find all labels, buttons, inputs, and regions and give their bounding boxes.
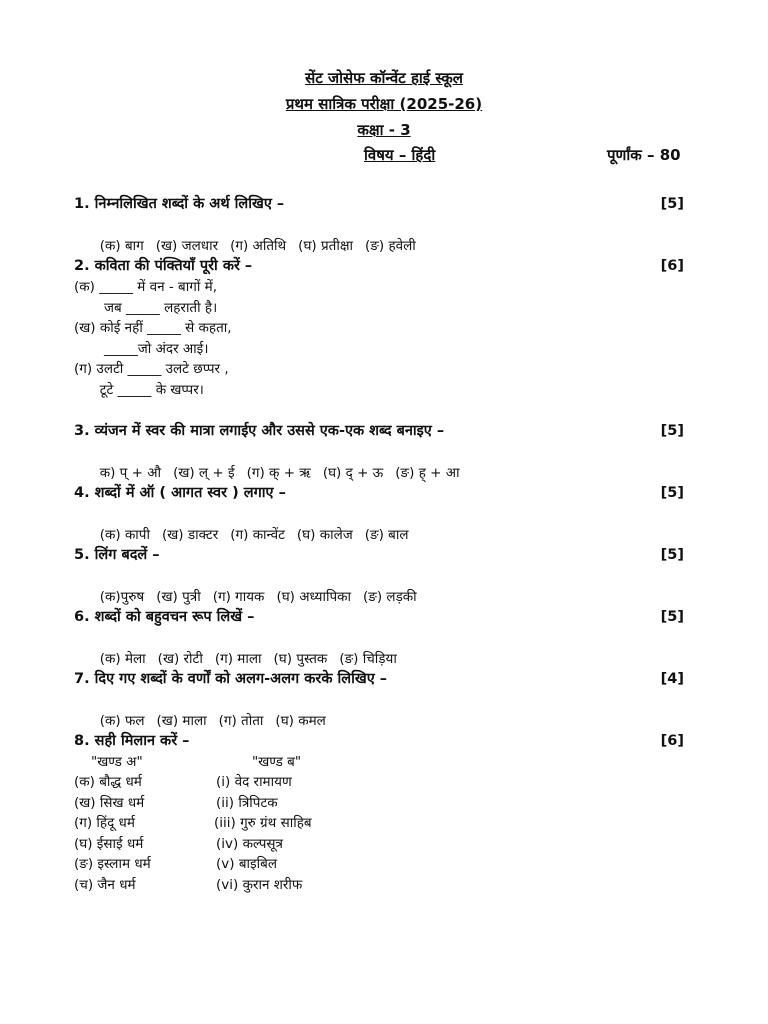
column-b-heading: "खण्ड ब": [252, 754, 302, 770]
match-row: [74, 772, 694, 793]
options-line: [74, 504, 694, 543]
match-row: [74, 834, 694, 855]
match-header: [74, 752, 694, 772]
option: (घ) प्रतीक्षा: [298, 237, 354, 254]
option: (घ) कालेज: [296, 526, 353, 543]
poem-line: जब _____ लहराती है।: [74, 299, 218, 316]
option: (क) मेला: [99, 650, 146, 667]
poem-line: (ख) कोई नहीं _____ से कहता,: [74, 320, 232, 337]
option: (क) कापी: [99, 526, 150, 543]
question-marks: [6]: [660, 733, 684, 749]
match-row: [74, 875, 694, 896]
subject-label: विषय – हिंदी: [364, 146, 436, 164]
match-row: [74, 854, 694, 875]
options-line: [74, 215, 694, 254]
option: (ग) क् + ऋ: [246, 464, 311, 481]
option: क) प् + औ: [99, 464, 162, 481]
option: (ग) अतिथि: [230, 237, 287, 254]
question-1: [74, 193, 694, 254]
match-item-a: (ङ) इस्लाम धर्म: [74, 856, 151, 873]
option: (घ) कमल: [275, 712, 326, 729]
question-title: 6. शब्दों को बहुवचन रूप लिखें –: [74, 609, 255, 625]
poem-line: _____जो अंदर आई।: [74, 340, 209, 357]
option: (ङ) लड़की: [363, 588, 417, 605]
option: (ग) माला: [214, 650, 262, 667]
option: (ख) पुत्री: [156, 588, 201, 605]
option: (ख) जलधार: [155, 237, 219, 254]
question-marks: [5]: [660, 423, 684, 439]
option: (ख) डाक्टर: [161, 526, 219, 543]
option: (ख) रोटी: [157, 650, 203, 667]
question-marks: [4]: [660, 671, 684, 687]
poem-line: (ग) उलटी _____ उलटे छप्पर ,: [74, 361, 229, 378]
match-item-a: (च) जैन धर्म: [74, 876, 136, 893]
option: (ङ) ह् + आ: [395, 464, 460, 481]
question-title: 7. दिए गए शब्दों के वर्णों को अलग-अलग करके लिखिए –: [74, 671, 388, 687]
option: (घ) अध्यापिका: [276, 588, 351, 605]
question-marks: [5]: [660, 196, 684, 212]
match-item-b: (vi) कुरान शरीफ: [216, 876, 303, 893]
option: (घ) पुस्तक: [273, 650, 328, 667]
question-marks: [6]: [660, 258, 684, 274]
options-line: [74, 442, 694, 481]
question-title: 8. सही मिलान करें –: [74, 733, 190, 749]
question-6: [74, 606, 694, 667]
column-a-heading: "खण्ड अ": [91, 754, 143, 770]
match-item-b: (ii) त्रिपिटक: [216, 794, 278, 811]
option: (ख) ल् + ई: [173, 464, 235, 481]
total-marks: पूर्णांक – 80: [607, 146, 681, 164]
option: (ग) तोता: [218, 712, 264, 729]
option: (क) बाग: [99, 237, 144, 254]
option: (घ) द् + ऊ: [322, 464, 384, 481]
option: (ङ) हवेली: [365, 237, 416, 254]
question-5: [74, 544, 694, 605]
question-title: 4. शब्दों में ऑ ( आगत स्वर ) लगाए –: [74, 485, 286, 501]
option: (क)पुरुष: [99, 588, 145, 605]
match-row: [74, 813, 694, 834]
poem-line: (क) _____ में वन - बागों में,: [74, 279, 218, 295]
question-title: 3. व्यंजन में स्वर की मात्रा लगाईए और उससे एक-एक शब्द बनाइए –: [74, 423, 445, 439]
match-item-b: (iv) कल्पसूत्र: [216, 835, 283, 852]
question-title: 2. कविता की पंक्तियाँ पूरी करें –: [74, 258, 253, 274]
question-marks: [5]: [660, 485, 684, 501]
match-row: [74, 793, 694, 814]
match-item-b: (v) बाइबिल: [216, 856, 278, 873]
question-2: [74, 255, 694, 401]
match-item-a: (क) बौद्ध धर्म: [74, 774, 142, 790]
question-3: [74, 420, 694, 481]
question-title: 1. निम्नलिखित शब्दों के अर्थ लिखिए –: [74, 196, 285, 212]
exam-title: प्रथम सात्रिक परीक्षा (2025-26): [285, 95, 483, 113]
question-marks: [5]: [660, 609, 684, 625]
options-line: [74, 628, 694, 667]
option: (ङ) चिड़िया: [339, 650, 397, 667]
school-name: सेंट जोसेफ कॉन्वेंट हाई स्कूल: [305, 69, 463, 87]
options-line: [74, 690, 694, 729]
question-7: [74, 668, 694, 729]
question-8: [74, 730, 694, 896]
match-item-a: (घ) ईसाई धर्म: [74, 835, 144, 852]
option: (ग) गायक: [212, 588, 265, 605]
option: (ग) कान्वेंट: [230, 526, 285, 543]
poem-line: टूटे _____ के खप्पर।: [74, 381, 204, 398]
match-item-a: (ग) हिंदू धर्म: [74, 815, 135, 832]
options-line: [74, 566, 694, 605]
question-title: 5. लिंग बदलें –: [74, 547, 160, 563]
question-marks: [5]: [660, 547, 684, 563]
class-label: कक्षा - 3: [357, 121, 411, 139]
option: (ङ) बाल: [364, 526, 409, 543]
match-item-b: (i) वेद रामायण: [216, 774, 292, 790]
match-item-a: (ख) सिख धर्म: [74, 794, 145, 811]
option: (ख) माला: [156, 712, 207, 729]
question-4: [74, 482, 694, 543]
match-item-b: (iii) गुरु ग्रंथ साहिब: [214, 815, 312, 832]
option: (क) फल: [99, 712, 145, 729]
